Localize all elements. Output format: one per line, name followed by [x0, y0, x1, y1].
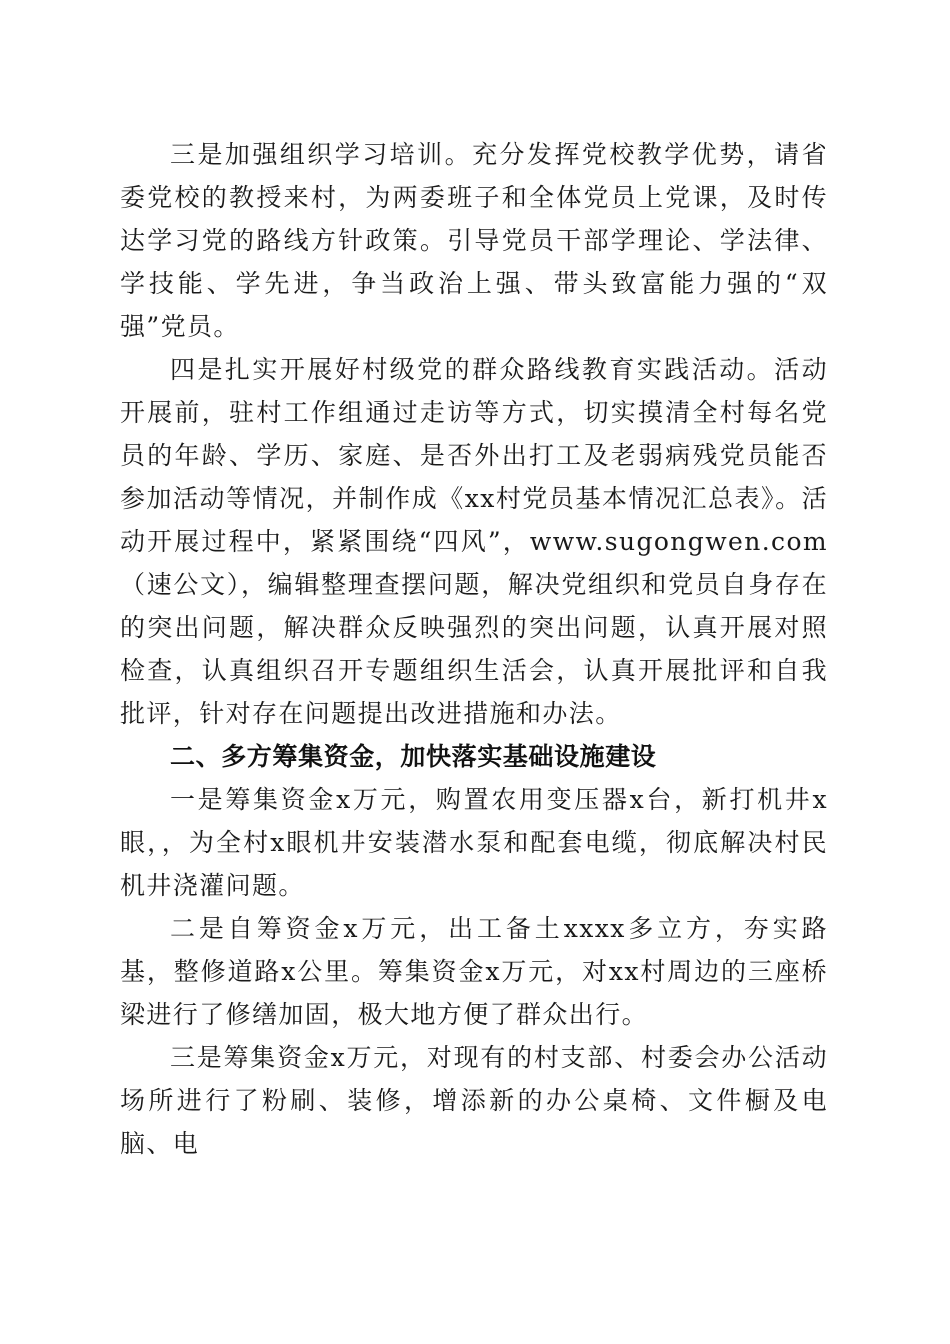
paragraph-funding-transformers-wells: 一是筹集资金x万元，购置农用变压器x台，新打机井x眼，，为全村x眼机井安装潜水泵和配套电缆，彻底解决村民机井浇灌问题。	[120, 785, 828, 900]
document-body	[120, 133, 828, 1165]
paragraph-funding-office-renovation: 三是筹集资金x万元，对现有的村支部、村委会办公活动场所进行了粉刷、装修，增添新的办公桌椅、文件橱及电脑、电	[120, 1043, 828, 1158]
paragraph-funding-roads-bridges: 二是自筹资金x万元，出工备土xxxx多立方，夯实路基，整修道路x公里。筹集资金x万元，对xx村周边的三座桥梁进行了修缮加固，极大地方便了群众出行。	[120, 914, 828, 1029]
section-heading-infrastructure: 二、多方筹集资金，加快落实基础设施建设	[170, 742, 657, 771]
paragraph-mass-line-education: 四是扎实开展好村级党的群众路线教育实践活动。活动开展前，驻村工作组通过走访等方式，切实摸清全村每名党员的年龄、学历、家庭、是否外出打工及老弱病残党员能否参加活动等情况，并制作成《xx村党员基本情况汇总表》。活动开展过程中，紧紧围绕“四风”，www.sugongwen.com（速公文），编辑整理查摆问题，解决党组织和党员自身存在的突出问题，解决群众反映强烈的突出问题，认真开展对照检查，认真组织召开专题组织生活会，认真开展批评和自我批评，针对存在问题提出改进措施和办法。	[120, 355, 828, 728]
paragraph-organization-training: 三是加强组织学习培训。充分发挥党校教学优势，请省委党校的教授来村，为两委班子和全体党员上党课，及时传达学习党的路线方针政策。引导党员干部学理论、学法律、学技能、学先进，争当政治上强、带头致富能力强的“双强”党员。	[120, 140, 828, 341]
